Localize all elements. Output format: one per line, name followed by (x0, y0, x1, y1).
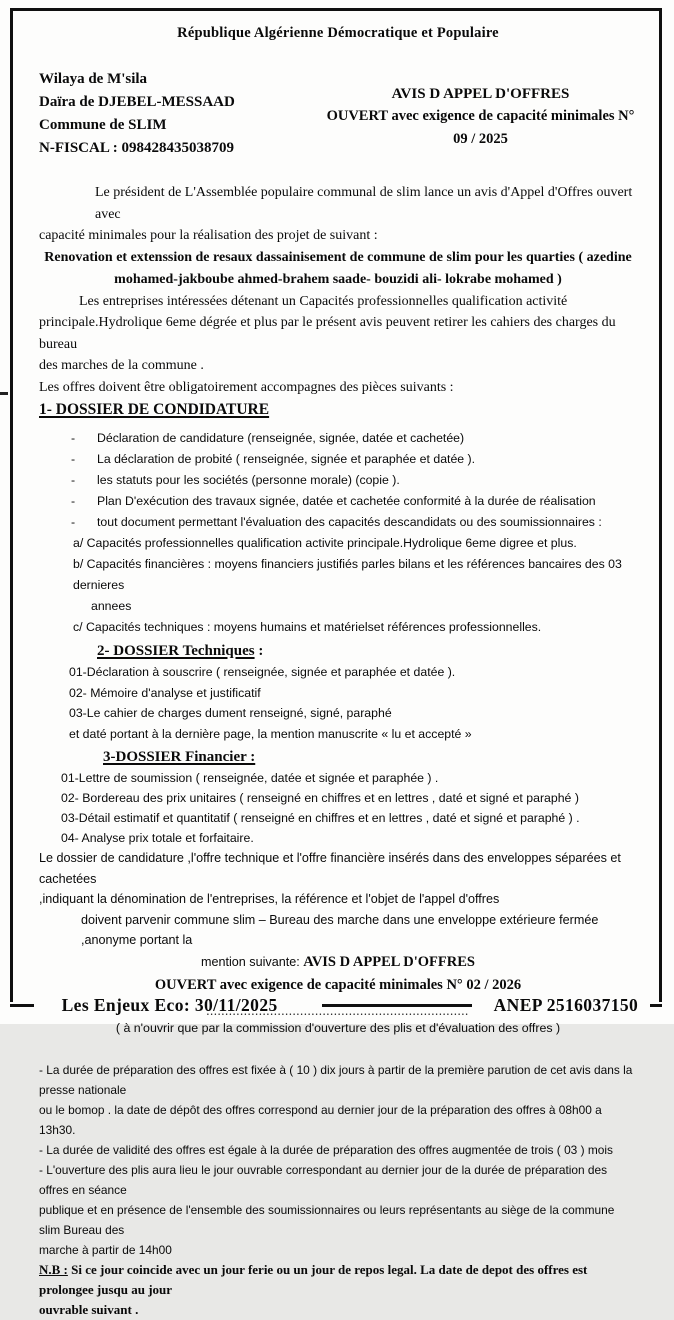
list-item (39, 428, 637, 449)
republic-header: République Algérienne Démocratique et Populaire (177, 25, 499, 41)
section-technique-title-text: 2- DOSSIER Techniques (97, 643, 255, 659)
footer-right-corner-line (650, 1004, 662, 1007)
issuer-commune: Commune de SLIM (39, 117, 167, 133)
list-item: 01-Lettre de soumission ( renseignée, datée et signée et paraphée ) . (61, 771, 439, 785)
mention-label: mention suivante: (201, 954, 304, 969)
bullet-text: Plan D'exécution des travaux signée, datée et cachetée conformité à la durée de réalisation (97, 494, 596, 508)
section-technique-title (39, 640, 637, 662)
footer-left-corner-line (10, 1004, 34, 1007)
envelope-mention-subtitle: OUVERT avec exigence de capacité minimales N° 02 / 2026 (154, 976, 522, 993)
bullet-glyph: - (71, 431, 76, 445)
notice-subtitle: OUVERT avec exigence de capacité minimales N° 09 / 2025 (326, 108, 635, 147)
financier-item-list (39, 768, 637, 848)
section-financier-title: 3-DOSSIER Financier : (103, 749, 256, 765)
conditions-block (39, 1060, 637, 1320)
bullet-text: les statuts pour les sociétés (personne morale) (copie ). (97, 473, 400, 487)
issuer-fiscal: N-FISCAL : 098428435038709 (39, 140, 235, 156)
condition-line: ou le bomop . la date de dépôt des offres correspond au dernier jour de la préparation des offres à 08h00 a 13h30. (39, 1102, 602, 1137)
envelope-line: ,indiquant la dénomination de l'entreprises, la référence et l'objet de l'appel d'offres (39, 892, 500, 906)
list-item: 02- Mémoire d'analyse et justificatif (69, 685, 261, 700)
technique-item-list (39, 662, 637, 744)
entreprises-paragraph (39, 291, 637, 399)
capacite-technique-line: c/ Capacités techniques : moyens humains et matérielset références professionnelles. (73, 620, 542, 634)
commission-note: ( à n'ouvrir que par la commission d'ouverture des plis et d'évaluation des offres ) (115, 1020, 561, 1035)
bullet-glyph: - (71, 494, 76, 508)
issuer-block (39, 68, 324, 160)
capacite-financiere-line: b/ Capacités financières : moyens financiers justifiés parles bilans et les références bancaires des 03 dernieres (73, 557, 622, 592)
project-title (39, 247, 637, 291)
mention-title: AVIS D APPEL D'OFFRES (303, 953, 475, 970)
list-item (39, 449, 637, 470)
nb-text: Si ce jour coincide avec un jour ferie ou un jour de repos legal. La date de depot des offres est prolongee jusqu au jour (39, 1261, 588, 1297)
scan-artifact-mark (0, 392, 8, 395)
bullet-text: Déclaration de candidature (renseignée, signée, datée et cachetée) (97, 431, 465, 445)
nota-bene-line (39, 1260, 637, 1300)
list-item: 02- Bordereau des prix unitaires ( renseigné en chiffres et en lettres , daté et signé et paraphé ) (61, 791, 579, 805)
condition-line: - La durée de validité des offres est égale à la durée de préparation des offres augmentée de trois ( 03 ) mois (39, 1142, 613, 1157)
list-item: 03-Détail estimatif et quantitatif ( renseigné en chiffres et en lettres , daté et signé et paraphé ) . (61, 811, 580, 825)
journal-date: Les Enjeux Eco: 30/11/2025 (61, 994, 278, 1015)
bullet-glyph: - (71, 452, 76, 466)
issuer-wilaya: Wilaya de M'sila (39, 71, 148, 87)
bullet-text: La déclaration de probité ( renseignée, signée et paraphée et datée ). (97, 452, 476, 466)
project-line: mohamed-jakboube ahmed-brahem saade- bouzidi ali- lokrabe mohamed ) (114, 271, 562, 287)
condition-line: - L'ouverture des plis aura lieu le jour ouvrable correspondant au dernier jour de la durée de préparation des offres en séance (39, 1162, 608, 1197)
entreprises-line: principale.Hydrolique 6eme dégrée et plus par le présent avis peuvent retirer les cahiers des charges du bureau (39, 315, 616, 352)
section-technique-title-colon: : (254, 643, 264, 659)
envelope-line: Le dossier de candidature ,l'offre technique et l'offre financière insérés dans des enveloppes séparées et cachetées (39, 851, 621, 886)
header-row (39, 68, 637, 160)
candidature-bullet-list (39, 428, 637, 638)
bullet-text: tout document permettant l'évaluation des capacités descandidats ou des soumissionnaires : (97, 515, 602, 529)
list-item: 01-Déclaration à souscrire ( renseignée, signée et paraphée et datée ). (69, 665, 456, 679)
intro-paragraph (39, 182, 637, 247)
envelope-mention-line (39, 951, 637, 973)
nb-label: N.B : (39, 1261, 68, 1277)
document-footer (10, 992, 662, 1018)
notice-title: AVIS D APPEL D'OFFRES (391, 86, 570, 102)
nota-bene-line-2: ouvrable suivant . (39, 1301, 139, 1317)
bullet-glyph: - (71, 473, 76, 487)
condition-line: - La durée de préparation des offres est fixée à ( 10 ) dix jours à partir de la première parution de cet avis dans la presse nationale (39, 1062, 633, 1097)
list-item (39, 512, 637, 533)
project-line: Renovation et extenssion de resaux dassainisement de commune de slim pour les quarties ( azedine (44, 249, 632, 265)
section-candidature-title: 1- DOSSIER DE CONDIDATURE (39, 401, 270, 418)
bullet-glyph: - (71, 515, 76, 529)
list-item: 03-Le cahier de charges dument renseigné, signé, paraphé (69, 706, 392, 720)
dotted-separator: ...................................................................... (206, 1006, 470, 1017)
condition-line: publique et en présence de l'ensemble des soumissionnaires ou leurs représentants au siège de la commune slim Bureau des (39, 1202, 615, 1237)
notice-title-block (324, 68, 637, 160)
entreprises-line: Les entreprises intéressées détenant un Capacités professionnelles qualification activité (79, 293, 568, 309)
capacite-professionnelle-line: a/ Capacités professionnelles qualification activite principale.Hydrolique 6eme digree et plus. (73, 536, 577, 550)
anep-number: ANEP 2516037150 (493, 994, 639, 1015)
footer-divider-line (322, 1004, 472, 1007)
condition-line: marche à partir de 14h00 (39, 1242, 172, 1257)
capacite-financiere-cont: annees (91, 599, 132, 613)
intro-line: capacité minimales pour la réalisation des projet de suivant : (39, 228, 378, 243)
list-item: 04- Analyse prix totale et forfaitaire. (61, 831, 254, 845)
list-item: et daté portant à la dernière page, la mention manuscrite « lu et accepté » (69, 726, 472, 741)
intro-line: Le président de L'Assemblée populaire communal de slim lance un avis d'Appel d'Offres ouvert avec (95, 185, 633, 222)
issuer-daira: Daïra de DJEBEL-MESSAAD (39, 94, 235, 110)
envelope-line: doivent parvenir commune slim – Bureau des marche dans une enveloppe extérieure fermée ,anonyme portant la (81, 912, 599, 947)
document-content (13, 11, 659, 1320)
list-item (39, 470, 637, 491)
entreprises-line: des marches de la commune . (39, 358, 204, 373)
list-item (39, 491, 637, 512)
offres-pieces-line: Les offres doivent être obligatoirement accompagnes des pièces suivants : (39, 379, 454, 395)
